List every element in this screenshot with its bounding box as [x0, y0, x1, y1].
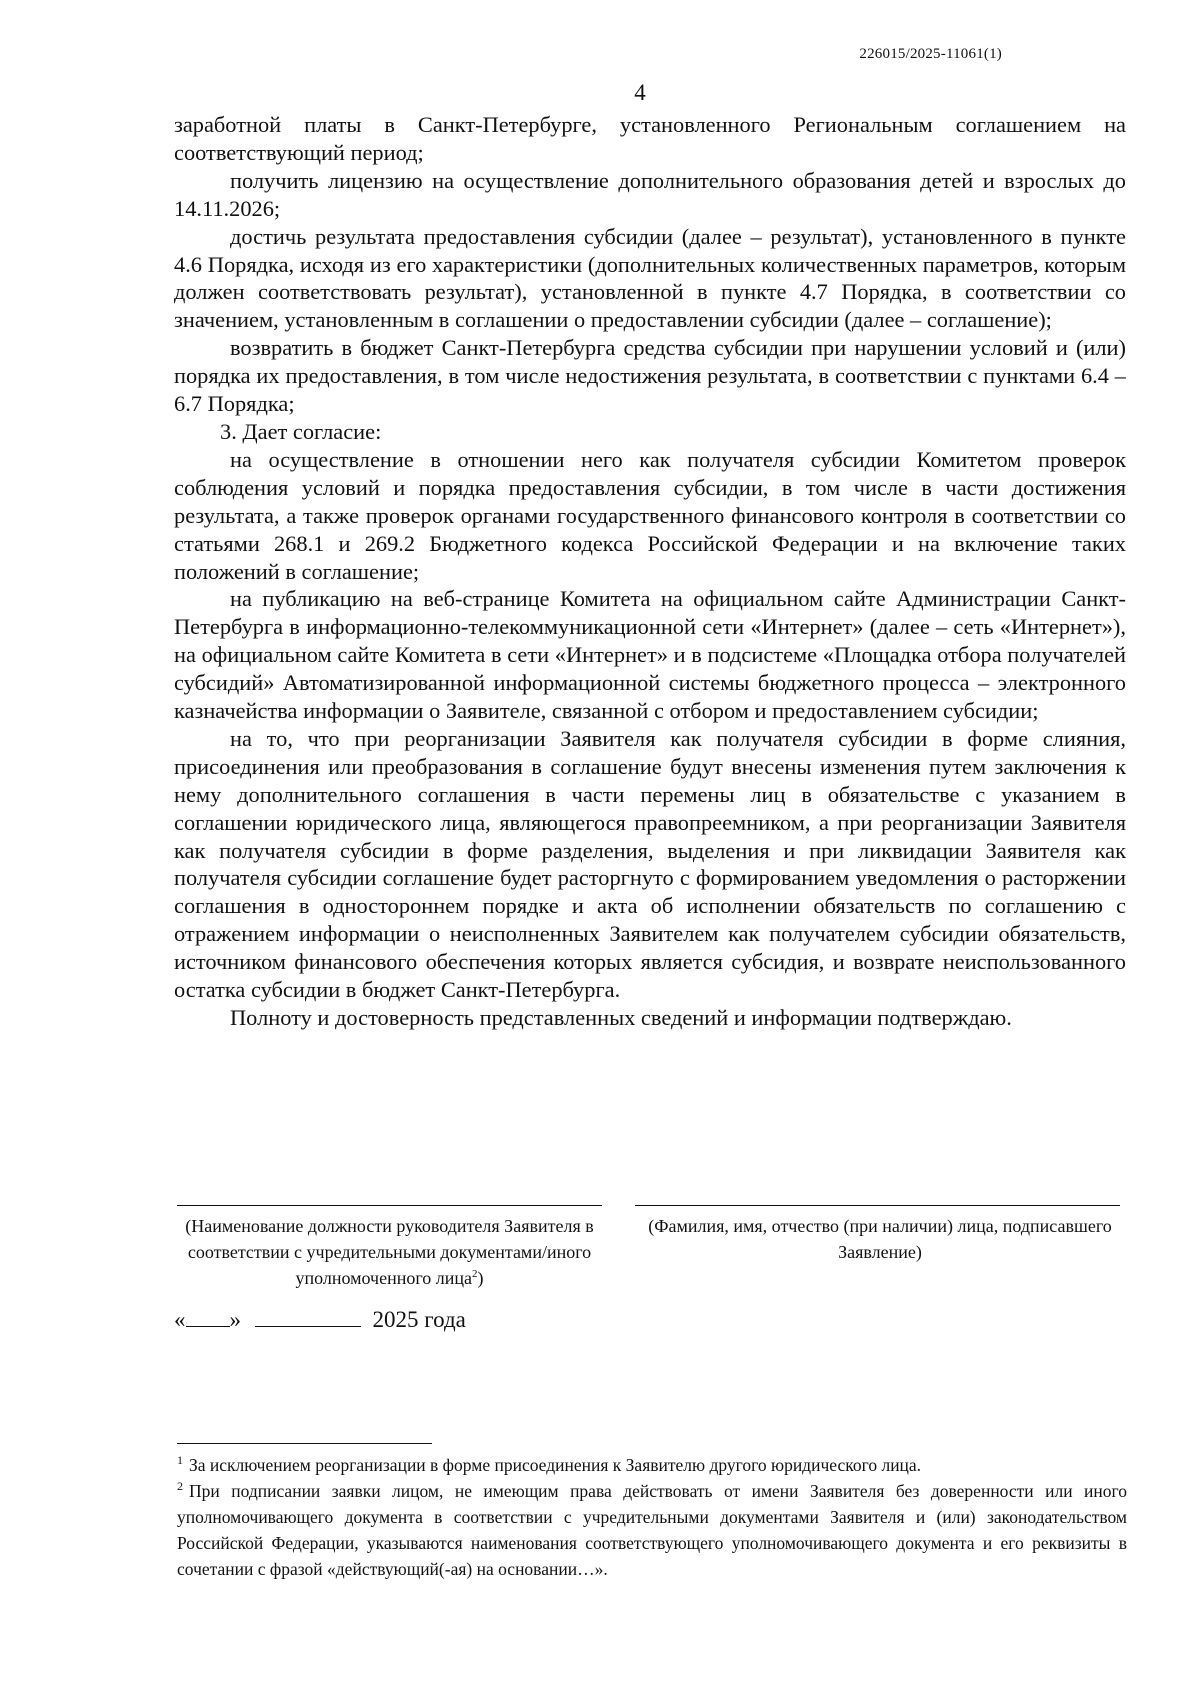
date-close-quote: » [229, 1307, 241, 1332]
document-body [174, 111, 1126, 1032]
confirmation-statement: Полноту и достоверность представленных сведений и информации подтверждаю. [230, 1005, 1012, 1030]
paragraph: на осуществление в отношении него как получателя субсидии Комитетом проверок соблюдения условий и порядка предоставления субсидии, в том числе в части достижения результата, а также проверок органами государственного финансового контроля в соответствии со статьями 268.1 и 269.2 Бюджетного кодекса Российской Федерации и на включение таких положений в соглашение; [174, 446, 1126, 584]
position-signature-line [177, 1205, 602, 1206]
document-id: 226015/2025-11061(1) [859, 46, 1002, 62]
name-signature-line [635, 1205, 1120, 1206]
date-open-quote: « [174, 1307, 186, 1332]
position-caption-end: ) [477, 1268, 484, 1288]
footnote-text: При подписании заявки лицом, не имеющим права действовать от имени Заявителя без доверенности или иного уполномочивающего документа в соответствии с учредительными документами Заявителя и (или) законодательством Российской Федерации, указываются наименования соответствующего уполномочивающего документа и его реквизиты в сочетании с фразой «действующий(-ая) на основании…». [177, 1481, 1127, 1579]
footnote-separator [177, 1443, 432, 1444]
footnote-text: За исключением реорганизации в форме присоединения к Заявителю другого юридического лица. [189, 1455, 922, 1475]
footnote-number: 2 [177, 1479, 183, 1494]
footnotes [177, 1452, 1127, 1582]
position-caption-text: (Наименование должности руководителя Заявителя в соответствии с учредительными документами/иного уполномоченного лица [185, 1216, 594, 1288]
footnote [177, 1452, 1127, 1478]
footnote [177, 1478, 1127, 1582]
date-year: 2025 года [372, 1307, 466, 1332]
page-number: 4 [634, 80, 646, 105]
section-heading: 3. Дает согласие: [220, 418, 382, 444]
paragraph: заработной платы в Санкт-Петербурге, установленного Региональным соглашением на соответствующий период; [174, 112, 1126, 165]
position-caption [177, 1213, 602, 1291]
paragraph: на публикацию на веб-странице Комитета на официальном сайте Администрации Санкт-Петербурга в информационно-телекоммуникационной сети «Интернет» (далее – сеть «Интернет»), на официальном сайте Комитета в сети «Интернет» и в подсистеме «Площадка отбора получателей субсидий» Автоматизированной информационной системы бюджетного процесса – электронного казначейства информации о Заявителе, связанной с отбором и предоставлением субсидии; [174, 586, 1126, 724]
name-caption: (Фамилия, имя, отчество (при наличии) лица, подписавшего Заявление) [648, 1216, 1112, 1262]
date-line [174, 1306, 466, 1333]
paragraph: возвратить в бюджет Санкт-Петербурга средства субсидии при нарушении условий и (или) порядка их предоставления, в том числе недостижения результата, в соответствии с пунктами 6.4 – 6.7 Порядка; [174, 335, 1126, 417]
day-blank [186, 1306, 230, 1327]
footnote-ref: 2 [472, 1268, 478, 1280]
paragraph: достичь результата предоставления субсидии (далее – результат), установленного в пункте 4.6 Порядка, исходя из его характеристики (дополнительных количественных параметров, которым должен соответствовать результат), установленной в пункте 4.7 Порядка, в соответствии со значением, установленным в соглашении о предоставлении субсидии (далее – соглашение); [174, 223, 1126, 333]
month-blank [255, 1306, 361, 1327]
paragraph: на то, что при реорганизации Заявителя как получателя субсидии в форме слияния, присоединения или преобразования в соглашение будут внесены изменения путем заключения к нему дополнительного соглашения в части перемены лиц в обязательстве с указанием в соглашении юридического лица, являющегося правопреемником, а при реорганизации Заявителя как получателя субсидии в форме разделения, выделения и при ликвидации Заявителя как получателя субсидии соглашение будет расторгнуто с формированием уведомления о расторжении соглашения в одностороннем порядке и акта об исполнении обязательств по соглашению с отражением информации о неисполненных Заявителем как получателем субсидии обязательств, источником финансового обеспечения которых является субсидия, и возврате неиспользованного остатка субсидии в бюджет Санкт-Петербурга. [174, 725, 1126, 1003]
paragraph: получить лицензию на осуществление дополнительного образования детей и взрослых до 14.11.2026; [174, 167, 1126, 221]
footnote-number: 1 [177, 1453, 183, 1468]
